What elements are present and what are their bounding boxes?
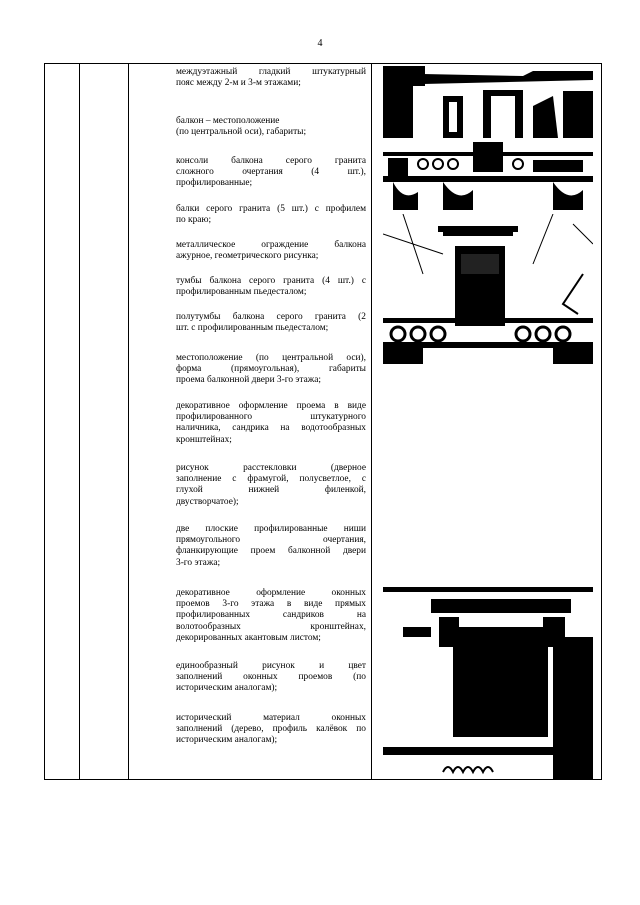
- feature-line: рисунок расстекловки (дверное: [176, 463, 366, 473]
- feature-line: историческим аналогам);: [176, 683, 278, 694]
- feature-item: [176, 661, 366, 695]
- feature-item: [176, 312, 366, 334]
- feature-item: [176, 116, 366, 138]
- feature-line: фланкирующие проем балконной двери: [176, 546, 366, 557]
- feature-item: [176, 401, 366, 446]
- feature-item: [176, 524, 366, 569]
- feature-line: прямоугольного очертания,: [176, 535, 366, 546]
- feature-line: исторический материал оконных: [176, 713, 366, 723]
- feature-item: [176, 240, 366, 262]
- feature-line: двустворчатое);: [176, 496, 239, 507]
- feature-item: [176, 463, 366, 508]
- feature-line: декорированных акантовым листом;: [176, 632, 321, 643]
- feature-line: пояс между 2-м и 3-м этажами;: [176, 78, 301, 89]
- feature-line: консоли балкона серого гранита: [176, 156, 366, 166]
- object-table: [44, 63, 602, 780]
- feature-line: 3-го этажа;: [176, 557, 221, 568]
- feature-line: полутумбы балкона серого гранита (2: [176, 312, 366, 322]
- feature-line: профилированным пьедесталом;: [176, 287, 307, 298]
- feature-item: [176, 204, 366, 226]
- feature-line: заполнений оконных проемов (по: [176, 672, 366, 683]
- feature-line: историческим аналогам);: [176, 735, 278, 746]
- feature-line: профилированные;: [176, 178, 253, 189]
- feature-line: (по центральной оси), габариты;: [176, 127, 307, 138]
- window-sandrik-photo: [383, 587, 593, 779]
- column-divider: [128, 64, 129, 779]
- balcony-door-photo: [383, 214, 593, 364]
- feature-line: две плоские профилированные ниши: [176, 524, 366, 534]
- feature-item: [176, 713, 366, 747]
- feature-line: металлическое ограждение балкона: [176, 240, 366, 250]
- feature-line: наличника, сандрика на водотообразных: [176, 423, 366, 434]
- feature-item: [176, 353, 366, 387]
- feature-line: декоративное оформление оконных: [176, 588, 366, 598]
- feature-line: проемов 3-го этажа в виде прямых: [176, 599, 366, 610]
- feature-line: местоположение (по центральной оси),: [176, 353, 366, 363]
- feature-item: [176, 276, 366, 298]
- facade-belt-photo: [383, 66, 593, 138]
- feature-line: волотообразных кронштейнах,: [176, 621, 366, 632]
- feature-item: [176, 67, 366, 89]
- feature-line: тумбы балкона серого гранита (4 шт.) с: [176, 276, 366, 286]
- feature-line: профилированного штукатурного: [176, 412, 366, 423]
- feature-line: балки серого гранита (5 шт.) с профилем: [176, 204, 366, 214]
- feature-line: кронштейнах;: [176, 434, 232, 445]
- feature-line: ажурное, геометрического рисунка;: [176, 251, 319, 262]
- feature-item: [176, 588, 366, 644]
- feature-line: шт. с профилированным пьедесталом;: [176, 323, 329, 334]
- balcony-consoles-photo: [383, 142, 593, 210]
- feature-line: балкон – местоположение: [176, 116, 280, 126]
- feature-line: сложного очертания (4 шт.),: [176, 167, 366, 178]
- column-divider: [371, 64, 372, 779]
- feature-line: профилированных сандриков на: [176, 610, 366, 621]
- feature-line: декоративное оформление проема в виде: [176, 401, 366, 411]
- feature-item: [176, 156, 366, 190]
- feature-line: глухой нижней филенкой,: [176, 485, 366, 496]
- column-divider: [79, 64, 80, 779]
- feature-line: проема балконной двери 3-го этажа;: [176, 375, 322, 386]
- feature-line: по краю;: [176, 215, 212, 226]
- page-number: 4: [317, 38, 323, 49]
- feature-line: заполнений (дерево, профиль калёвок по: [176, 724, 366, 735]
- feature-line: заполнение с фрамугой, полусветлое, с: [176, 474, 366, 485]
- feature-line: форма (прямоугольная), габариты: [176, 364, 366, 375]
- feature-line: единообразный рисунок и цвет: [176, 661, 366, 671]
- feature-line: междуэтажный гладкий штукатурный: [176, 67, 366, 77]
